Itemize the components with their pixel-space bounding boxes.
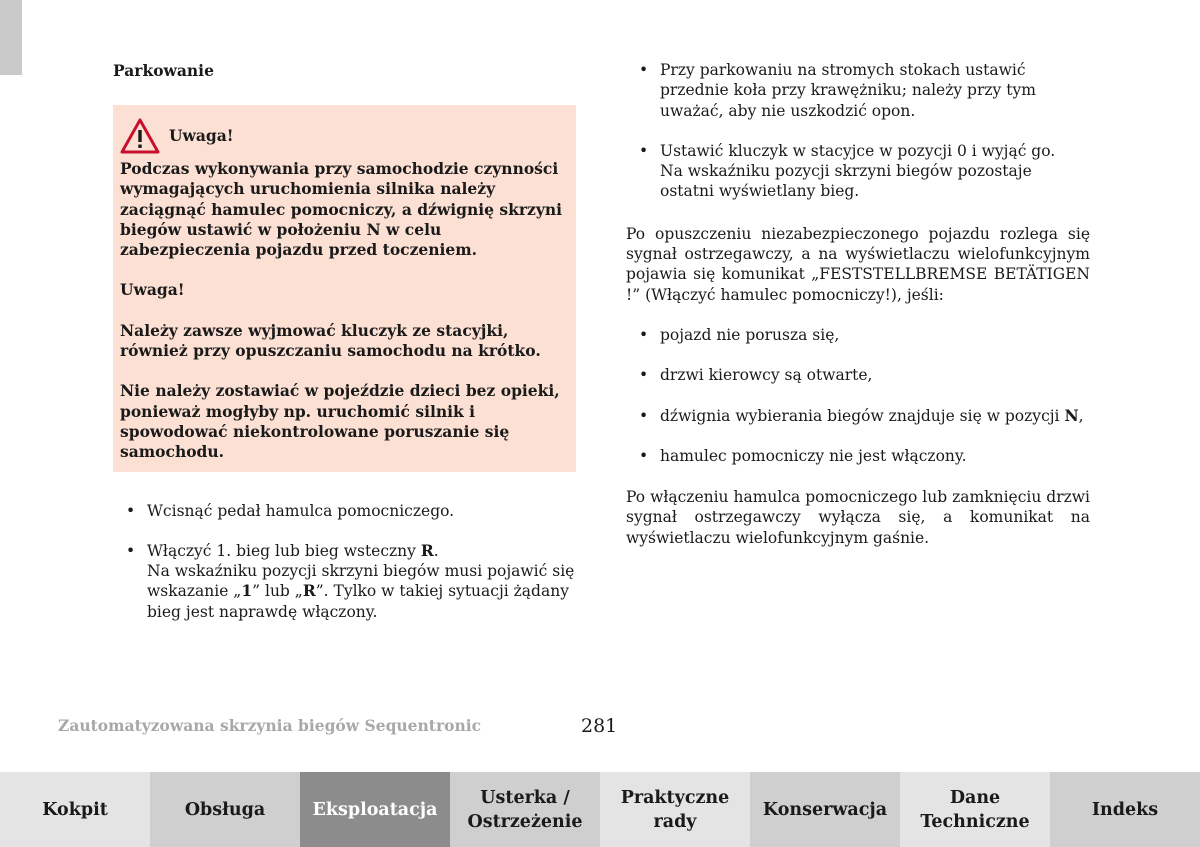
note-text: Na wskaźniku pozycji skrzyni biegów musi pojawić się wskazanie „: [147, 562, 575, 601]
warning-triangle-icon: [120, 118, 160, 154]
warning-text-3: Należy zawsze wyjmować kluczyk ze stacyjki, również przy opuszczaniu samochodu na krótko.: [120, 320, 541, 361]
right-step-list: [626, 60, 1090, 202]
warning-box: [113, 105, 576, 472]
chapter-title: Zautomatyzowana skrzynia biegów Sequentronic: [58, 716, 482, 735]
tab-dane-techniczne[interactable]: Dane Techniczne: [900, 772, 1050, 847]
tab-kokpit[interactable]: Kokpit: [0, 772, 150, 847]
warning-header: [120, 118, 568, 154]
gear-symbol: R: [420, 540, 434, 560]
list-item-text: Włączyć 1. bieg lub bieg wsteczny: [147, 541, 421, 560]
section-heading: Parkowanie: [113, 61, 214, 80]
tab-eksploatacja[interactable]: Eksploatacja: [300, 772, 450, 847]
list-item-text: .: [433, 541, 439, 560]
warning-text-2: Uwaga!: [120, 280, 185, 300]
body-paragraph: Po opuszczeniu niezabezpieczonego pojazdu rozlega się sygnał ostrzegawczy, a na wyświetlaczu wielofunkcyjnym pojawia się komunikat „FESTSTELLBREMSE BETÄTIGEN !” (Włączyć hamulec pomocniczy!), jeśli:: [626, 224, 1090, 304]
list-item-text: Wcisnąć pedał hamulca pomocniczego.: [147, 501, 455, 520]
gear-symbol: N: [1064, 405, 1079, 425]
chapter-tab-bar: [0, 772, 1200, 847]
page-number: 281: [581, 715, 618, 737]
tab-usterka-ostrzezenie[interactable]: Usterka / Ostrzeżenie: [450, 772, 600, 847]
condition-list: [626, 325, 1090, 466]
right-column: [626, 60, 1090, 548]
list-item: [626, 141, 1090, 202]
list-item-text: hamulec pomocniczy nie jest włączony.: [660, 446, 967, 465]
list-item: [626, 325, 1090, 345]
tab-praktyczne-rady[interactable]: Praktyczne rady: [600, 772, 750, 847]
warning-title: Uwaga!: [169, 125, 234, 145]
tab-indeks[interactable]: Indeks: [1050, 772, 1200, 847]
body-paragraph: Po włączeniu hamulca pomocniczego lub zamknięciu drzwi sygnał ostrzegawczy wyłącza się, a komunikat na wyświetlaczu wielofunkcyjnym gaśnie.: [626, 488, 1090, 547]
list-item: [626, 446, 1090, 466]
list-item: [113, 541, 576, 622]
list-item: [626, 406, 1090, 426]
list-item-note: Na wskaźniku pozycji skrzyni biegów pozostaje ostatni wyświetlany bieg.: [660, 162, 1032, 201]
list-item-text: Przy parkowaniu na stromych stokach ustawić przednie koła przy krawężniku; należy przy tym uważać, aby nie uszkodzić opon.: [660, 61, 1036, 120]
note-text: ” lub „: [252, 582, 303, 601]
list-item: [626, 365, 1090, 385]
page-corner-marker: [0, 0, 22, 75]
tab-obsluga[interactable]: Obsługa: [150, 772, 300, 847]
left-column: [113, 60, 576, 622]
list-item-text: ,: [1078, 406, 1084, 425]
tab-konserwacja[interactable]: Konserwacja: [750, 772, 900, 847]
note-text: ”. Tylko w takiej sytuacji żądany bieg jest naprawdę włączony.: [147, 582, 569, 621]
left-step-list: [113, 501, 576, 622]
list-item: [113, 501, 576, 521]
list-item-text: dźwignia wybierania biegów znajduje się w pozycji: [660, 406, 1065, 425]
gear-symbol: 1: [241, 581, 253, 601]
list-item: [626, 60, 1090, 121]
list-item-text: Ustawić kluczyk w stacyjce w pozycji 0 i wyjąć go.: [660, 141, 1056, 160]
list-item-note: [147, 561, 576, 622]
list-item-text: pojazd nie porusza się,: [660, 325, 840, 344]
gear-symbol: R: [302, 581, 316, 601]
list-item-text: drzwi kierowcy są otwarte,: [660, 366, 873, 385]
warning-text-4: Nie należy zostawiać w pojeździe dzieci bez opieki, ponieważ mogłyby np. uruchomić silnik i spowodować niekontrolowane poruszanie się samochodu.: [120, 381, 560, 462]
warning-text-1: Podczas wykonywania przy samochodzie czynności wymagających uruchomienia silnika należy zaciągnąć hamulec pomocniczy, a dźwignię skrzyni biegów ustawić w położeniu N w celu zabezpieczenia pojazdu przed toczeniem.: [120, 159, 562, 260]
